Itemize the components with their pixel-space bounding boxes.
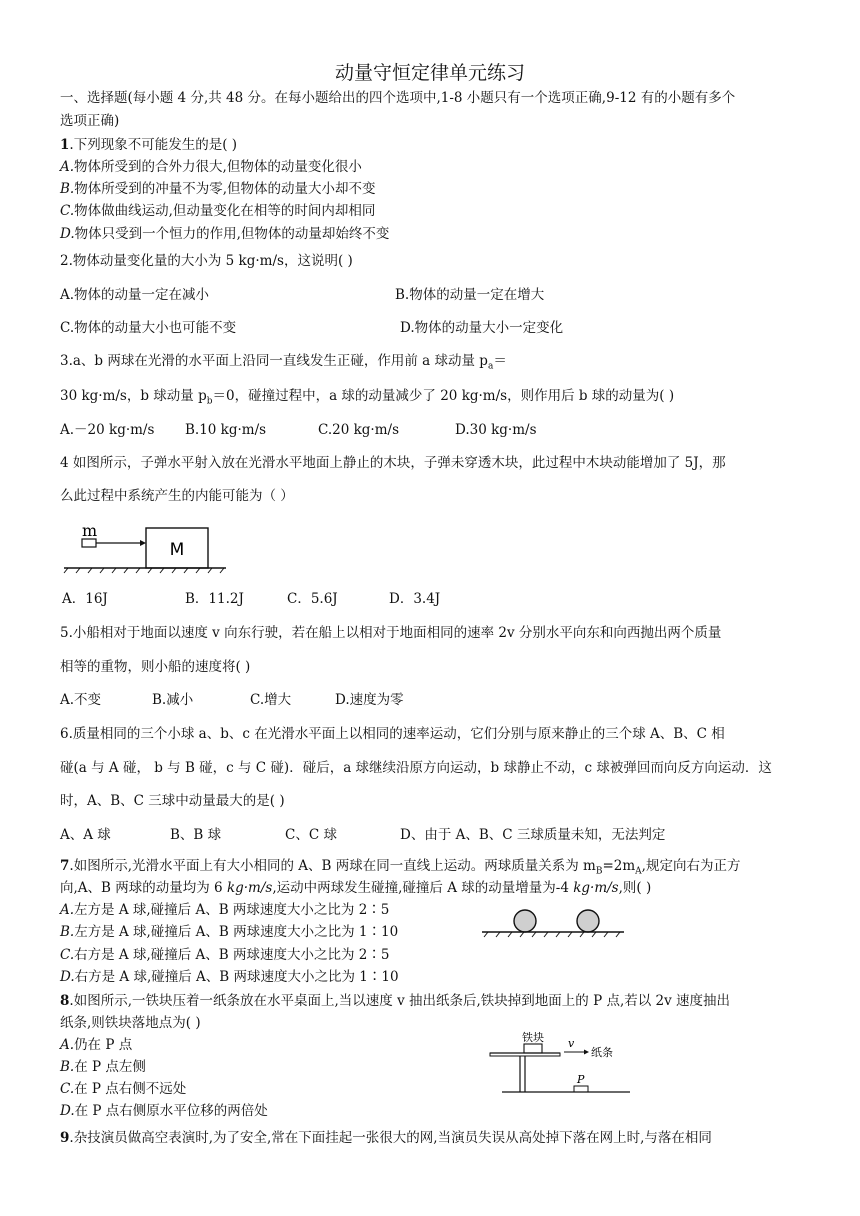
q1-option-c: C.物体做曲线运动,但动量变化在相等的时间内却相同	[60, 203, 376, 219]
q1-number: 1	[60, 137, 70, 153]
q7-option-d: D.右方是 A 球,碰撞后 A、B 两球速度大小之比为 1∶10	[60, 969, 399, 985]
q5-line2: 相等的重物，则小船的速度将( )	[60, 659, 251, 675]
q3-option-d: D.30 kg·m/s	[455, 422, 537, 438]
q8-option-b: B.在 P 点左侧	[60, 1059, 146, 1075]
bullet-shape	[82, 539, 96, 547]
paper-strip-label: 纸条	[591, 1046, 613, 1059]
q5-option-d: D.速度为零	[335, 692, 404, 708]
q1-option-b: B.物体所受到的冲量不为零,但物体的动量大小却不变	[60, 181, 376, 197]
q2-option-b: B.物体的动量一定在增大	[395, 287, 545, 303]
q4-line2: 么此过程中系统产生的内能可能为（ ）	[60, 488, 294, 504]
q6-option-b: B、B 球	[170, 827, 222, 843]
section-heading-line2: 选项正确)	[60, 113, 120, 129]
q4-option-a: A．16J	[62, 591, 108, 607]
q4-option-d: D．3.4J	[389, 591, 441, 607]
q7-line1: 7.如图所示,光滑水平面上有大小相同的 A、B 两球在同一直线上运动。两球质量关系为 $m_B=2m_A$,规定向右为正方	[60, 858, 741, 877]
table-paper-figure	[482, 1028, 642, 1098]
q2-option-d: D.物体的动量大小一定变化	[400, 320, 564, 336]
q4-option-b: B．11.2J	[185, 591, 244, 607]
iron-block	[524, 1044, 542, 1053]
q3-option-b: B.10 kg·m/s	[185, 422, 267, 438]
bullet-arrow-head	[140, 540, 146, 546]
block-mass-label: M	[169, 540, 185, 560]
q1-option-a: A.物体所受到的合外力很大,但物体的动量变化很小	[60, 159, 362, 175]
landing-point-marker	[574, 1086, 588, 1092]
q8-option-d: D.在 P 点右侧原水平位移的两倍处	[60, 1103, 268, 1119]
q6-line3: 时，A、B、C 三球中动量最大的是( )	[60, 793, 285, 809]
q1-stem	[60, 136, 237, 154]
ground-hatching	[64, 568, 224, 573]
bullet-block-figure	[60, 518, 230, 578]
q5-line1: 5.小船相对于地面以速度 v 向东行驶，若在船上以相对于地面相同的速率 2v 分别水平向东和向西抛出两个质量	[60, 625, 722, 641]
q2-option-a: A.物体的动量一定在减小	[60, 287, 210, 303]
ball-right	[577, 910, 599, 932]
page-title: 动量守恒定律单元练习	[334, 62, 525, 84]
table-top	[490, 1053, 560, 1056]
q2-stem: 2.物体动量变化量的大小为 5 kg·m/s，这说明( )	[60, 253, 353, 269]
q8-line1: 8.如图所示,一铁块压着一纸条放在水平桌面上,当以速度 v 抽出纸条后,铁块掉到地面上的 P 点,若以 2v 速度抽出	[60, 993, 731, 1009]
q4-line1: 4 如图所示，子弹水平射入放在光滑水平地面上静止的木块，子弹未穿透木块，此过程中木块动能增加了 5J，那	[60, 455, 726, 471]
velocity-arrow-head	[584, 1050, 589, 1055]
q5-option-b: B.减小	[152, 692, 194, 708]
two-balls-figure	[478, 902, 628, 944]
q5-option-a: A.不变	[60, 692, 102, 708]
velocity-label: v	[568, 1037, 575, 1050]
q5-option-c: C.增大	[250, 692, 292, 708]
q8-option-c: C.在 P 点右侧不远处	[60, 1081, 187, 1097]
q1-option-d: D.物体只受到一个恒力的作用,但物体的动量却始终不变	[60, 226, 390, 242]
q2-option-c: C.物体的动量大小也可能不变	[60, 320, 237, 336]
q1-stem-text: .下列现象不可能发生的是( )	[69, 137, 238, 153]
q8-option-a: A.仍在 P 点	[60, 1037, 133, 1053]
section-heading-line1: 一、选择题(每小题 4 分,共 48 分。在每小题给出的四个选项中,1-8 小题只有一个选项正确,9-12 有的小题有多个	[60, 90, 736, 106]
q4-option-c: C．5.6J	[287, 591, 338, 607]
q8-line2: 纸条,则铁块落地点为( )	[60, 1015, 201, 1031]
q7-option-c: C.右方是 A 球,碰撞后 A、B 两球速度大小之比为 2∶5	[60, 947, 390, 963]
q7-line2: 向,A、B 两球的动量均为 6 kg·m/s,运动中两球发生碰撞,碰撞后 A 球的动量增量为-4 kg·m/s,则( )	[60, 880, 652, 896]
q6-line2: 碰(a 与 A 碰， b 与 B 碰，c 与 C 碰)．碰后，a 球继续沿原方向运动，b 球静止不动，c 球被弹回而向反方向运动．这	[60, 760, 772, 776]
q3-line1: 3.a、b 两球在光滑的水平面上沿同一直线发生正碰，作用前 a 球动量 $p_a=$	[60, 353, 507, 372]
q6-option-c: C、C 球	[285, 827, 337, 843]
q6-option-a: A、A 球	[60, 827, 111, 843]
q3-option-c: C.20 kg·m/s	[318, 422, 399, 438]
iron-block-label: 铁块	[522, 1031, 544, 1044]
bullet-mass-label: m	[82, 521, 98, 540]
q7-option-b: B.左方是 A 球,碰撞后 A、B 两球速度大小之比为 1∶10	[60, 924, 399, 940]
q3-line2: 30 kg·m/s，b 球动量 $p_b=0$，碰撞过程中，a 球的动量减少了 20 kg·m/s，则作用后 b 球的动量为( )	[60, 388, 675, 407]
landing-point-label: P	[577, 1073, 585, 1086]
q9-line1: 9.杂技演员做高空表演时,为了安全,常在下面挂起一张很大的网,当演员失误从高处掉下落在网上时,与落在相同	[60, 1130, 712, 1146]
q6-option-d: D、由于 A、B、C 三球质量未知，无法判定	[400, 827, 666, 843]
q7-option-a: A.左方是 A 球,碰撞后 A、B 两球速度大小之比为 2∶5	[60, 902, 390, 918]
q6-line1: 6.质量相同的三个小球 a、b、c 在光滑水平面上以相同的速率运动，它们分别与原来静止的三个球 A、B、C 相	[60, 726, 725, 742]
ball-left	[514, 910, 536, 932]
q3-option-a: A.－20 kg·m/s	[60, 422, 155, 438]
